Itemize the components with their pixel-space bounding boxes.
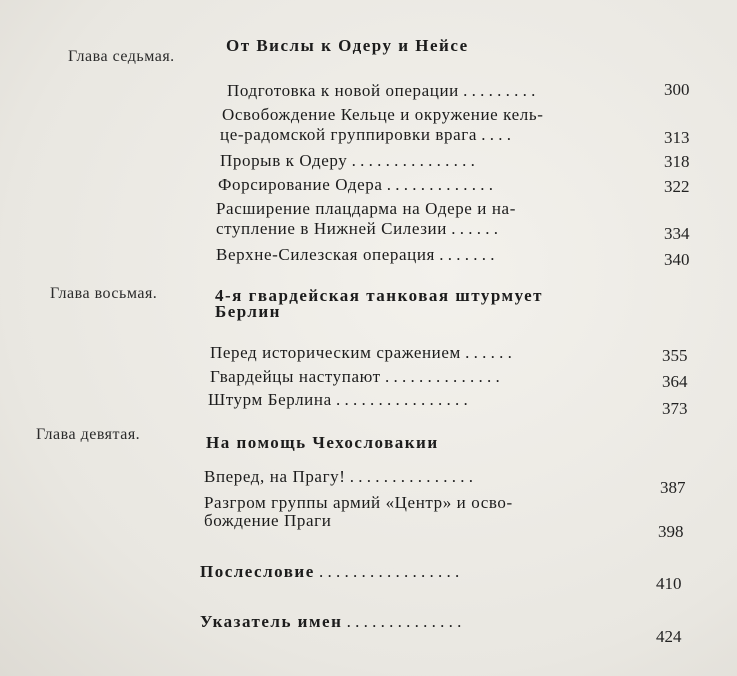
- page-number: 355: [662, 346, 688, 365]
- toc-entry: Перед историческим сражением . . . . . .: [210, 343, 512, 362]
- chapter-title: На помощь Чехословакии: [206, 433, 439, 452]
- toc-entry: Верхне-Силезская операция . . . . . . .: [216, 245, 495, 264]
- toc-entry: ступление в Нижней Силезии . . . . . .: [216, 219, 498, 238]
- chapter-title: 4-я гвардейская танковая штурмует: [215, 286, 543, 305]
- toc-entry-line: Разгром группы армий «Центр» и осво-: [204, 493, 513, 512]
- toc-entry: Подготовка к новой операции . . . . . . . . .: [227, 81, 536, 100]
- page-number: 424: [656, 627, 682, 646]
- toc-entry-line: бождение Праги: [204, 511, 332, 530]
- toc-entry: це-радомской группировки врага . . . .: [220, 125, 511, 144]
- toc-entry: Прорыв к Одеру . . . . . . . . . . . . . . .: [220, 151, 475, 170]
- toc-entry: Форсирование Одера . . . . . . . . . . . . .: [218, 175, 494, 194]
- page-number: 300: [664, 80, 690, 99]
- page-number: 318: [664, 152, 690, 171]
- toc-entry-line: Расширение плацдарма на Одере и на-: [216, 199, 516, 218]
- page-number: 373: [662, 399, 688, 418]
- toc-entry: Штурм Берлина . . . . . . . . . . . . . . . .: [208, 390, 468, 409]
- page-number: 410: [656, 574, 682, 593]
- toc-entry-line: Освобождение Кельце и окружение кель-: [222, 105, 544, 124]
- chapter-label: Глава девятая.: [36, 426, 141, 443]
- toc-entry: Гвардейцы наступают . . . . . . . . . . . . . .: [210, 367, 500, 386]
- index-entry: Указатель имен . . . . . . . . . . . . . .: [200, 612, 462, 631]
- page-number: 322: [664, 177, 690, 196]
- chapter-label: Глава седьмая.: [68, 48, 175, 65]
- page-number: 313: [664, 128, 690, 147]
- toc-entry: Вперед, на Прагу! . . . . . . . . . . . . . . .: [204, 467, 474, 486]
- page-number: 398: [658, 522, 684, 541]
- chapter-title: От Вислы к Одеру и Нейсе: [226, 36, 469, 55]
- page-number: 340: [664, 250, 690, 269]
- afterword-entry: Послесловие . . . . . . . . . . . . . . . . .: [200, 562, 460, 581]
- chapter-title-line: Берлин: [215, 302, 281, 321]
- chapter-label: Глава восьмая.: [50, 285, 158, 302]
- page-number: 364: [662, 372, 688, 391]
- page-number: 334: [664, 224, 690, 243]
- page-number: 387: [660, 478, 686, 497]
